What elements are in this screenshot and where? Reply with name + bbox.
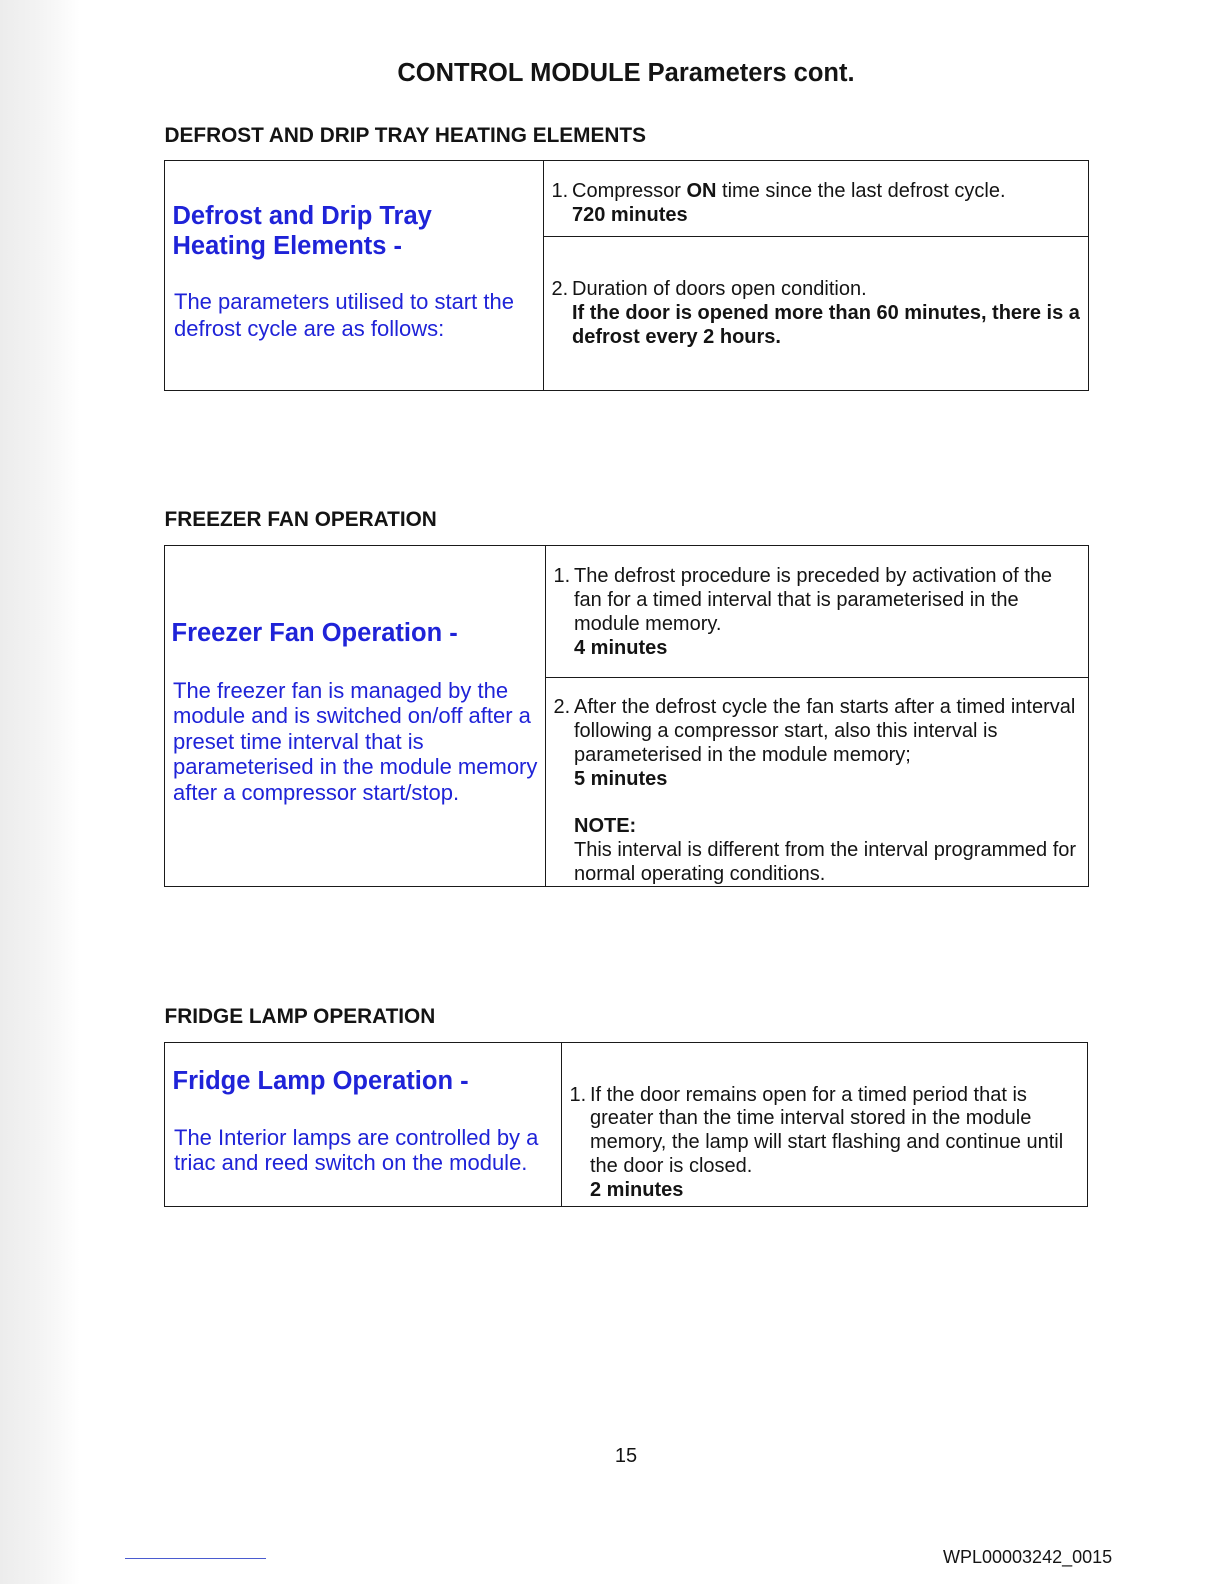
defrost-summary-title (173, 201, 432, 261)
fridge-lamp-parameter-table (164, 1042, 1088, 1207)
item-line: The defrost procedure is preceded by activation of the (574, 564, 1053, 587)
item-body (572, 277, 1080, 349)
item-note (574, 814, 1076, 886)
fridge-lamp-section-heading: FRIDGE LAMP OPERATION (164, 1005, 436, 1028)
freezer-fan-item-1-cell (546, 546, 1088, 678)
item-line: After the defrost cycle the fan starts after a timed interval (574, 695, 1076, 718)
item-text: time since the last defrost cycle. (722, 179, 1006, 202)
item-number: 2. (551, 277, 569, 300)
fridge-lamp-item-1 (570, 1084, 1064, 1203)
item-value: 720 minutes (572, 203, 688, 226)
item-body (574, 695, 1076, 886)
item-body (590, 1084, 1063, 1203)
note-line: normal operating conditions. (574, 862, 826, 885)
summary-title-line: Heating Elements - (172, 231, 403, 260)
item-emphasis: ON (686, 179, 717, 202)
freezer-fan-summary-cell (165, 546, 546, 886)
summary-title-line: Defrost and Drip Tray (172, 201, 432, 230)
item-bold-line: If the door is opened more than 60 minutes, there is a (572, 301, 1080, 324)
item-line: the door is closed. (590, 1154, 753, 1177)
fridge-lamp-summary-cell (165, 1043, 562, 1206)
item-line: parameterised in the module memory; (574, 743, 911, 766)
freezer-fan-item-2 (554, 695, 1077, 886)
item-line: greater than the time interval stored in the module (590, 1107, 1032, 1130)
fridge-lamp-item-1-cell (562, 1043, 1087, 1206)
freezer-fan-parameter-table (164, 545, 1089, 887)
defrost-item-1 (552, 179, 1006, 227)
item-number: 1. (551, 179, 569, 202)
defrost-summary-cell (165, 161, 544, 390)
item-number: 1. (569, 1083, 587, 1106)
page-title: CONTROL MODULE Parameters cont. (397, 59, 855, 87)
item-line: memory, the lamp will start flashing and continue until (590, 1131, 1064, 1153)
item-body (572, 179, 1006, 227)
description-line: triac and reed switch on the module. (174, 1150, 528, 1175)
item-line: module memory. (574, 612, 722, 635)
item-line: fan for a timed interval that is parameterised in the (574, 588, 1019, 611)
item-line: If the door remains open for a timed period that is (590, 1083, 1027, 1106)
item-body (574, 564, 1052, 660)
freezer-fan-section-heading: FREEZER FAN OPERATION (164, 508, 437, 531)
freezer-fan-item-1 (554, 564, 1053, 660)
item-number: 1. (553, 564, 571, 587)
description-line: preset time interval that is (173, 728, 424, 754)
description-line: after a compressor start/stop. (173, 779, 460, 805)
defrost-summary-description (174, 288, 514, 342)
item-line (572, 179, 1006, 203)
item-number: 2. (553, 695, 571, 718)
description-line: The parameters utilised to start the (174, 289, 514, 314)
summary-title-line: Freezer Fan Operation - (171, 618, 458, 647)
description-line: module and is switched on/off after a (173, 703, 531, 728)
freezer-fan-summary-title (172, 618, 458, 648)
defrost-item-1-cell (544, 161, 1088, 237)
item-line: Duration of doors open condition. (572, 277, 867, 300)
defrost-section-heading: DEFROST AND DRIP TRAY HEATING ELEMENTS (164, 124, 646, 147)
document-id: WPL00003242_0015 (943, 1547, 1113, 1567)
defrost-item-2-cell (544, 237, 1088, 390)
footnote-separator-rule (125, 1558, 266, 1559)
fridge-lamp-summary-title (173, 1066, 469, 1096)
item-value: 4 minutes (574, 636, 668, 659)
description-line: parameterised in the module memory (173, 754, 538, 779)
freezer-fan-summary-description (173, 678, 537, 806)
item-bold-line: defrost every 2 hours. (572, 325, 781, 348)
defrost-item-2 (552, 277, 1080, 349)
freezer-fan-item-2-cell (546, 678, 1088, 886)
defrost-parameter-table (164, 160, 1089, 391)
item-line: following a compressor start, also this interval is (574, 719, 998, 742)
summary-title-line: Fridge Lamp Operation - (172, 1066, 469, 1095)
description-line: defrost cycle are as follows: (174, 316, 445, 341)
item-text: Compressor (572, 179, 681, 202)
note-label: NOTE: (574, 814, 637, 837)
page-number: 15 (614, 1445, 638, 1467)
note-line: This interval is different from the interval programmed for (574, 838, 1077, 861)
item-value: 2 minutes (590, 1178, 684, 1201)
description-line: The Interior lamps are controlled by a (174, 1125, 539, 1150)
fridge-lamp-summary-description (174, 1125, 538, 1175)
item-value: 5 minutes (574, 767, 668, 790)
description-line: The freezer fan is managed by the (173, 677, 509, 703)
